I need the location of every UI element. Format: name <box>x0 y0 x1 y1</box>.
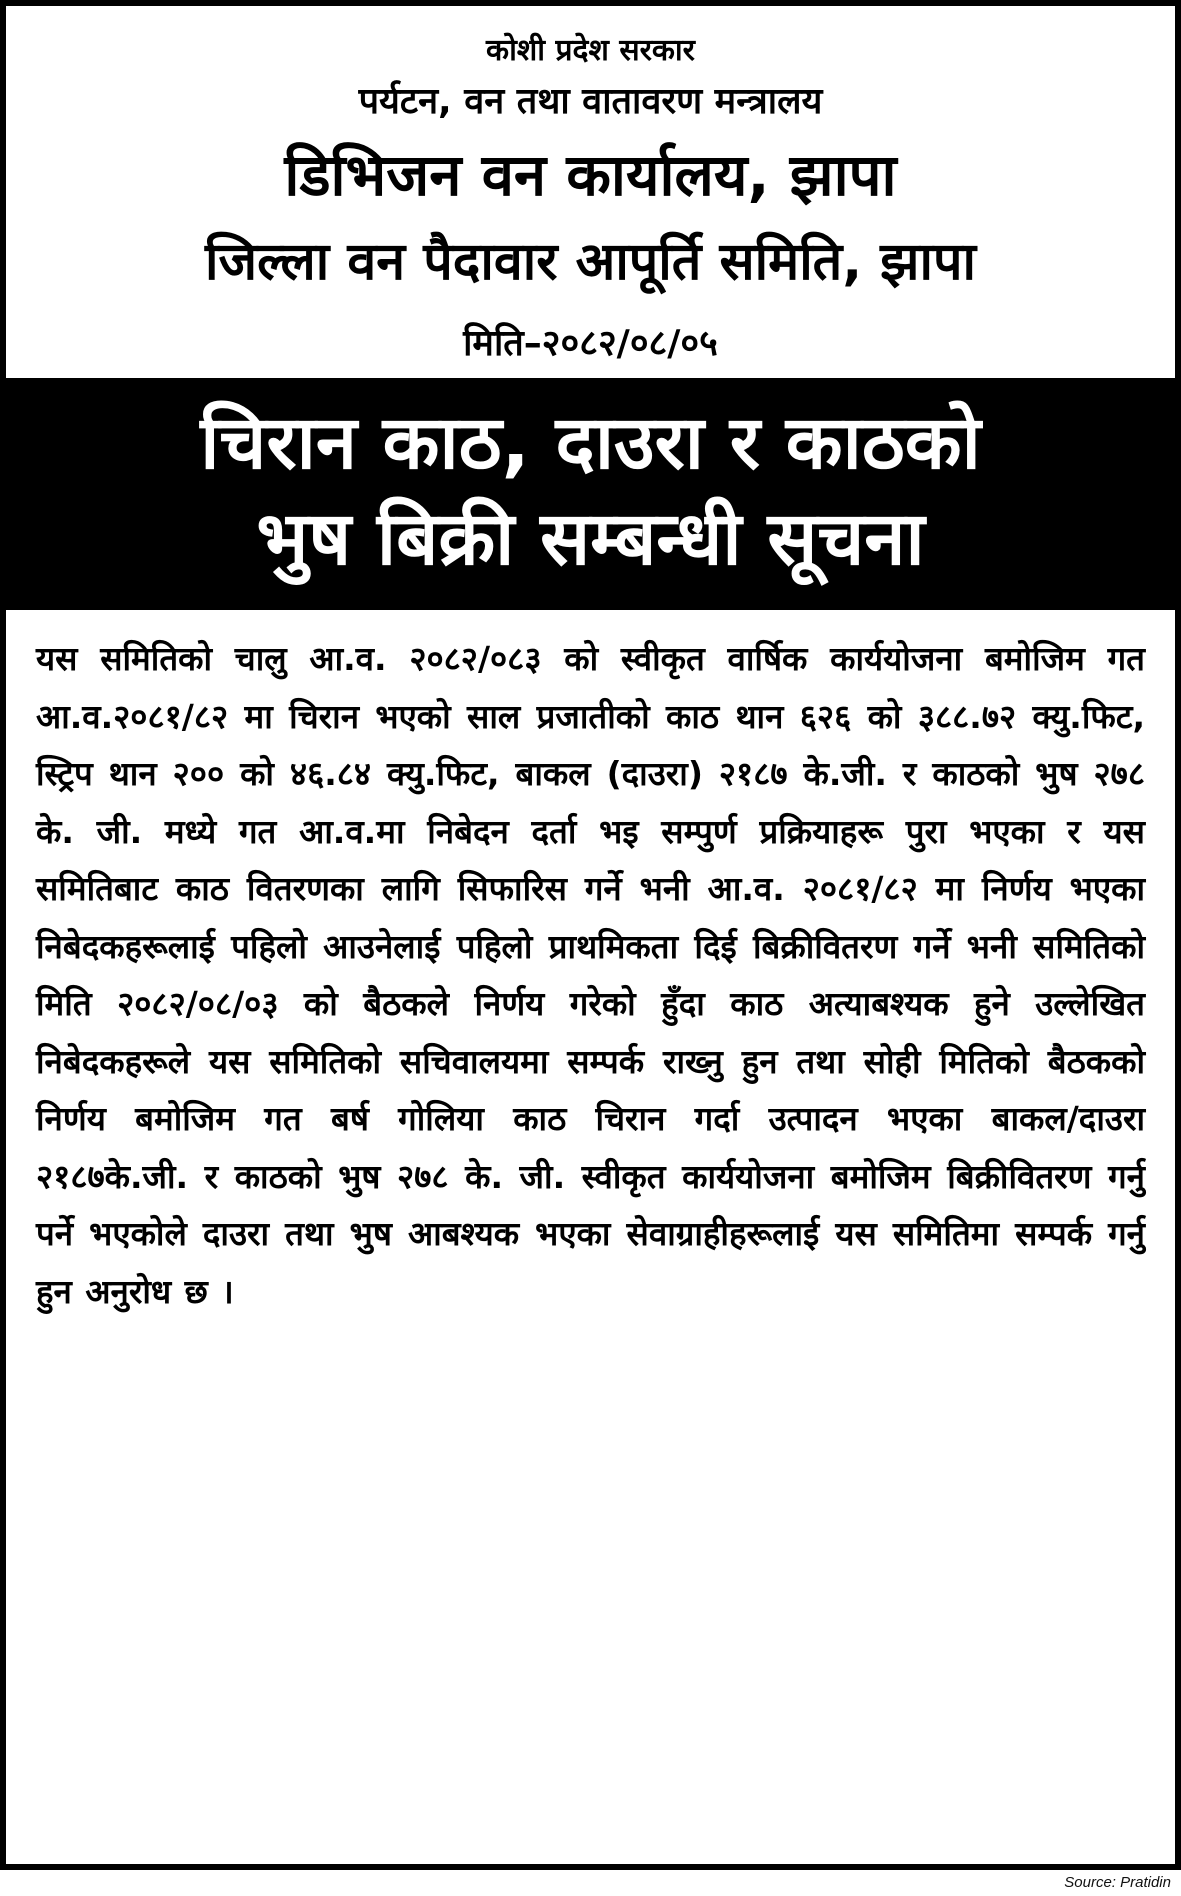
notice-date: मिति–२०८२/०८/०५ <box>463 323 718 364</box>
committee-name: जिल्ला वन पैदावार आपूर्ति समिति, झापा <box>205 232 976 292</box>
government-name: कोशी प्रदेश सरकार <box>486 33 695 68</box>
office-name: डिभिजन वन कार्यालय, झापा <box>284 141 897 209</box>
ministry-name: पर्यटन, वन तथा वातावरण मन्त्रालय <box>358 81 823 122</box>
notice-title-banner <box>6 378 1175 610</box>
notice-title-line-2: भुष बिक्री सम्बन्धी सूचना <box>256 496 925 582</box>
source-credit: Source: Pratidin <box>1064 1874 1171 1891</box>
notice-body: यस समितिको चालु आ.व. २०८२/०८३ को स्वीकृत वार्षिक कार्ययोजना बमोजिम गत आ.व.२०८१/८२ मा चिरान भएको साल प्रजातीको काठ थान ६२६ को ३८८.७२ क्यु.फिट, स्ट्रिप थान २०० को ४६.८४ क्यु.फिट, बाकल (दाउरा) २१८७ के.जी. र काठको भुष २७८ के. जी. मध्ये गत आ.व.मा निबेदन दर्ता भइ सम्पुर्ण प्रक्रियाहरू पुरा भएका र यस समितिबाट काठ वितरणका लागि सिफारिस गर्ने भनी आ.व. २०८१/८२ मा निर्णय भएका निबेदकहरूलाई पहिलो आउनेलाई पहिलो प्राथमिकता दिई बिक्रीवितरण गर्ने भनी समितिको मिति २०८२/०८/०३ को बैठकले निर्णय गरेको हुँदा काठ अत्याबश्यक हुने उल्लेखित निबेदकहरूले यस समितिको सचिवालयमा सम्पर्क राख्नु हुन तथा सोही मितिको बैठकको निर्णय बमोजिम गत बर्ष गोलिया काठ चिरान गर्दा उत्पादन भएका बाकल/दाउरा २१८७के.जी. र काठको भुष २७८ के. जी. स्वीकृत कार्ययोजना बमोजिम बिक्रीवितरण गर्नु पर्ने भएकोले दाउरा तथा भुष आबश्यक भएका सेवाग्राहीहरूलाई यस समितिमा सम्पर्क गर्नु हुन अनुरोध छ । <box>36 639 1145 1311</box>
notice-title-line-1: चिरान काठ, दाउरा र काठको <box>200 400 981 486</box>
notice-header <box>6 6 1175 378</box>
